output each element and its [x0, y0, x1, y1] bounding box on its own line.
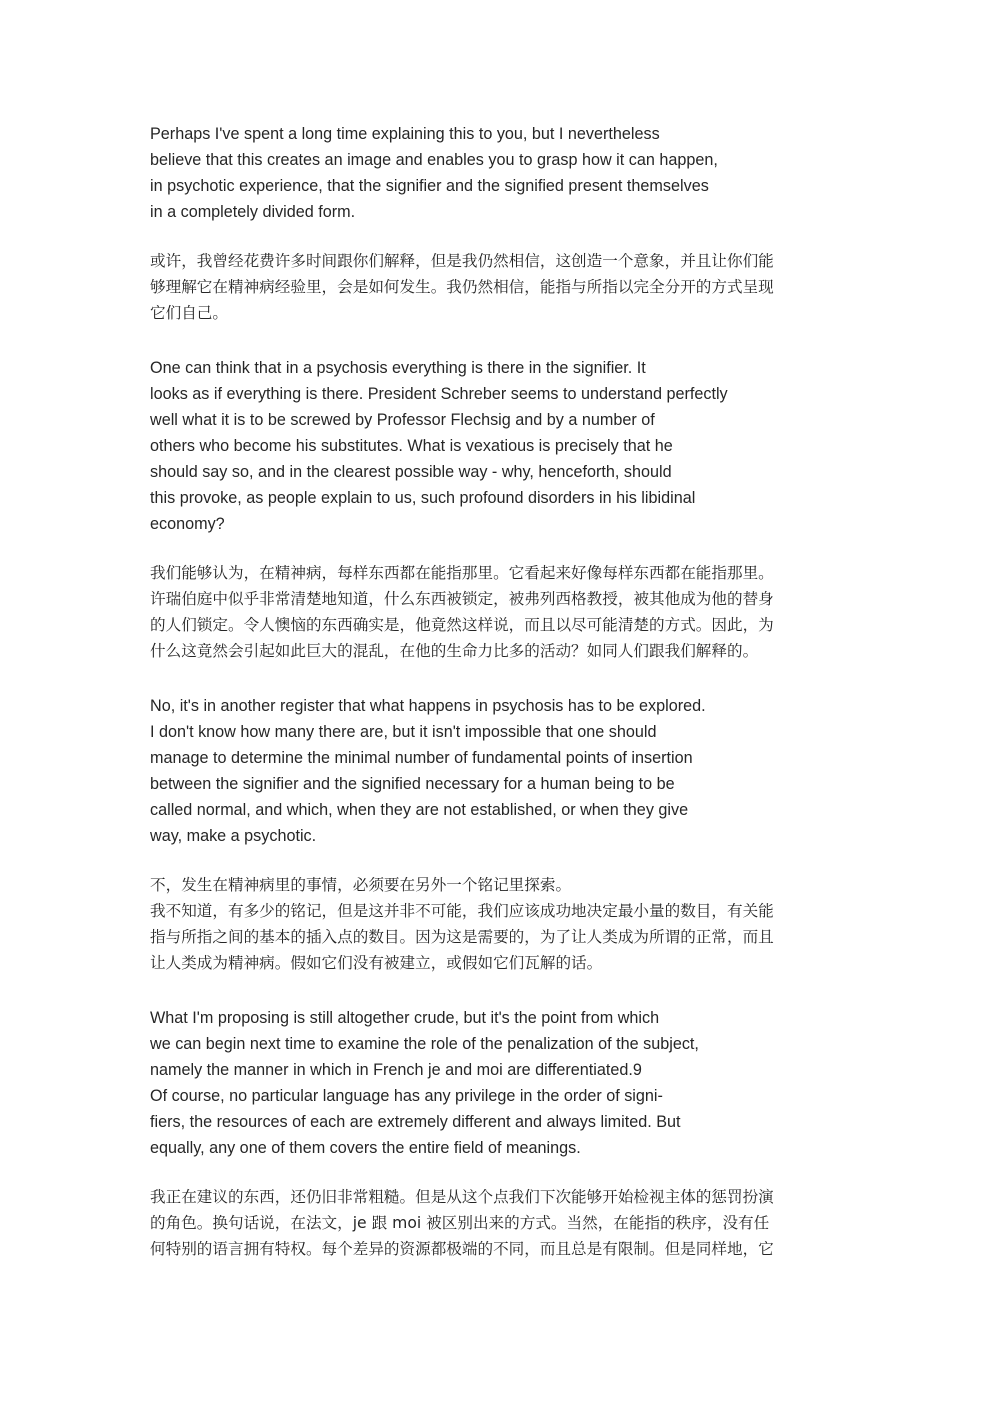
paragraph-en-1 — [150, 121, 850, 225]
text-line: 何特别的语言拥有特权。每个差异的资源都极端的不同，而且总是有限制。但是同样地，它 — [150, 1240, 774, 1258]
text-line: equally, any one of them covers the entire field of meanings. — [150, 1139, 581, 1157]
paragraph-zh-4 — [150, 1184, 846, 1262]
text-line: 不，发生在精神病里的事情，必须要在另外一个铭记里探索。 — [150, 876, 572, 894]
text-line: 我不知道，有多少的铭记，但是这并非不可能，我们应该成功地决定最小量的数目，有关能 — [150, 902, 774, 920]
text-line: between the signifier and the signified necessary for a human being to be — [150, 775, 675, 793]
text-line: 什么这竟然会引起如此巨大的混乱，在他的生命力比多的活动？如同人们跟我们解释的。 — [150, 642, 759, 660]
text-line: Perhaps I've spent a long time explaining this to you, but I nevertheless — [150, 125, 660, 143]
paragraph-en-2 — [150, 355, 850, 537]
text-line: in psychotic experience, that the signifier and the signified present themselves — [150, 177, 709, 195]
paragraph-en-3 — [150, 693, 850, 849]
text-line: 我正在建议的东西，还仍旧非常粗糙。但是从这个点我们下次能够开始检视主体的惩罚扮演 — [150, 1188, 774, 1206]
text-line: Of course, no particular language has any privilege in the order of signi- — [150, 1087, 663, 1105]
text-line: One can think that in a psychosis everything is there in the signifier. It — [150, 359, 646, 377]
text-line: looks as if everything is there. President Schreber seems to understand perfectly — [150, 385, 728, 403]
paragraph-zh-3 — [150, 872, 846, 976]
text-line: What I'm proposing is still altogether crude, but it's the point from which — [150, 1009, 660, 1027]
text-line: in a completely divided form. — [150, 203, 356, 221]
text-line: should say so, and in the clearest possible way - why, henceforth, should — [150, 463, 672, 481]
text-line: No, it's in another register that what happens in psychosis has to be explored. — [150, 697, 706, 715]
text-line: we can begin next time to examine the role of the penalization of the subject, — [150, 1035, 699, 1053]
paragraph-en-4 — [150, 1005, 850, 1161]
text-line: namely the manner in which in French je and moi are differentiated.9 — [150, 1061, 642, 1079]
text-line: 够理解它在精神病经验里，会是如何发生。我仍然相信，能指与所指以完全分开的方式呈现 — [150, 278, 774, 296]
text-line: manage to determine the minimal number of fundamental points of insertion — [150, 749, 693, 767]
text-line: this provoke, as people explain to us, such profound disorders in his libidinal — [150, 489, 696, 507]
paragraph-zh-1 — [150, 248, 846, 326]
text-line: 它们自己。 — [150, 304, 228, 322]
text-line: 指与所指之间的基本的插入点的数目。因为这是需要的，为了让人类成为所谓的正常，而且 — [150, 928, 774, 946]
text-line: 我们能够认为，在精神病，每样东西都在能指那里。它看起来好像每样东西都在能指那里。 — [150, 564, 774, 582]
paragraph-zh-2 — [150, 560, 846, 664]
text-line: 的人们锁定。令人懊恼的东西确实是，他竟然这样说，而且以尽可能清楚的方式。因此，为 — [150, 616, 774, 634]
text-line: others who become his substitutes. What is vexatious is precisely that he — [150, 437, 673, 455]
text-line: well what it is to be screwed by Professor Flechsig and by a number of — [150, 411, 655, 429]
document-page — [150, 121, 850, 1262]
text-line: economy? — [150, 515, 225, 533]
text-line: 的角色。换句话说，在法文，je 跟 moi 被区别出来的方式。当然，在能指的秩序，没有任 — [150, 1214, 770, 1232]
text-line: 或许，我曾经花费许多时间跟你们解释，但是我仍然相信，这创造一个意象，并且让你们能 — [150, 252, 774, 270]
text-line: believe that this creates an image and enables you to grasp how it can happen, — [150, 151, 718, 169]
text-line: way, make a psychotic. — [150, 827, 317, 845]
text-line: 让人类成为精神病。假如它们没有被建立，或假如它们瓦解的话。 — [150, 954, 603, 972]
text-line: I don't know how many there are, but it isn't impossible that one should — [150, 723, 657, 741]
text-line: called normal, and which, when they are not established, or when they give — [150, 801, 689, 819]
text-line: 许瑞伯庭中似乎非常清楚地知道，什么东西被锁定，被弗列西格教授，被其他成为他的替身 — [150, 590, 774, 608]
text-line: fiers, the resources of each are extremely different and always limited. But — [150, 1113, 681, 1131]
